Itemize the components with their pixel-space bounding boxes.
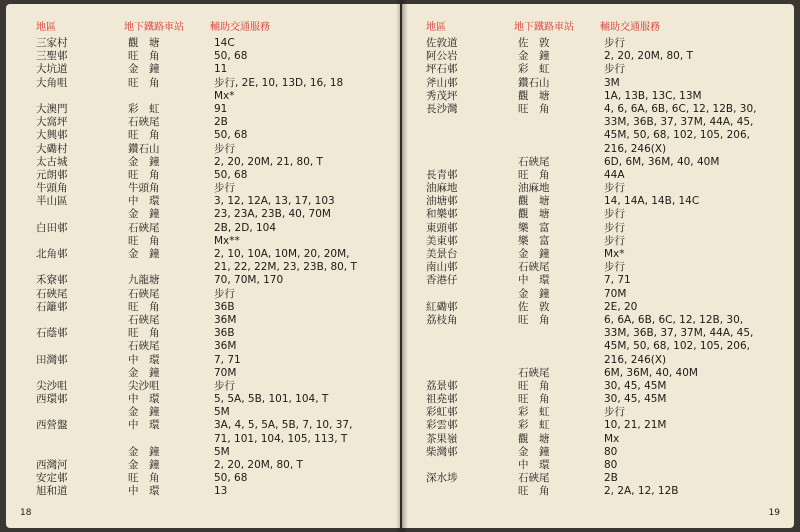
table-row <box>426 261 786 274</box>
table-row <box>36 367 396 380</box>
district-cell: 半山區 <box>36 195 68 208</box>
district-cell: 東頭邨 <box>426 221 458 234</box>
transport-cell: 30, 45, 45M <box>604 379 667 392</box>
transport-cell: 6M, 36M, 40, 40M <box>604 366 698 379</box>
district-cell: 石硤尾 <box>36 287 68 300</box>
table-row <box>426 472 786 485</box>
transport-cell: 21, 22, 22M, 23, 23B, 80, T <box>214 261 357 274</box>
transport-cell: 36B <box>214 327 235 340</box>
district-cell: 阿公岩 <box>426 50 458 63</box>
table-row <box>426 116 786 129</box>
transport-cell: 5M <box>214 406 230 419</box>
table-row <box>36 393 396 406</box>
transport-cell: 2B <box>214 116 228 129</box>
transport-cell: 3M <box>604 76 620 89</box>
station-cell: 旺 角 <box>128 129 160 142</box>
transport-cell: 50, 68 <box>214 50 248 63</box>
table-row <box>36 156 396 169</box>
transport-cell: 步行 <box>214 287 235 300</box>
table-row <box>36 208 396 221</box>
station-cell: 旺 角 <box>128 234 160 247</box>
table-row <box>36 37 396 50</box>
left-page <box>6 4 400 528</box>
station-cell: 彩 虹 <box>518 419 550 432</box>
station-cell: 尖沙咀 <box>128 379 160 392</box>
table-row <box>36 248 396 261</box>
transport-cell: 13 <box>214 485 228 498</box>
station-cell: 旺 角 <box>518 379 550 392</box>
station-cell: 鑽石山 <box>518 76 550 89</box>
transport-cell: 2, 20, 20M, 80, T <box>214 459 303 471</box>
station-cell: 石硤尾 <box>518 155 550 168</box>
station-cell: 觀 塘 <box>128 37 160 49</box>
transport-cell: 3, 12, 12A, 13, 17, 103 <box>214 195 335 208</box>
table-row <box>426 288 786 301</box>
district-cell: 油塘邨 <box>426 195 458 208</box>
table-row <box>36 380 396 393</box>
district-cell: 南山邨 <box>426 261 458 274</box>
transport-cell: 45M, 50, 68, 102, 105, 206, <box>604 340 750 353</box>
station-cell: 金 鐘 <box>128 445 160 458</box>
transport-cell: 2B <box>604 472 618 485</box>
district-cell: 北角邨 <box>36 248 68 260</box>
district-cell: 深水埗 <box>426 472 458 485</box>
transport-cell: Mx <box>604 432 620 445</box>
station-cell: 樂 富 <box>518 221 550 234</box>
station-cell: 觀 塘 <box>518 195 550 208</box>
table-row <box>426 156 786 169</box>
transport-cell: 91 <box>214 102 228 115</box>
station-cell: 彩 虹 <box>518 63 550 76</box>
table-row <box>426 459 786 472</box>
district-cell: 美東邨 <box>426 234 458 247</box>
transport-cell: 5M <box>214 445 230 458</box>
district-cell: 大坑道 <box>36 63 68 76</box>
header-transport: 輔助交通服務 <box>210 22 270 33</box>
district-cell: 彩雲邨 <box>426 419 458 432</box>
table-row <box>36 129 396 142</box>
header-district: 地區 <box>426 22 446 33</box>
transport-cell: 4, 6, 6A, 6B, 6C, 12, 12B, 30, <box>604 102 757 115</box>
table-row <box>36 419 396 432</box>
table-row <box>36 472 396 485</box>
district-cell: 大磡村 <box>36 142 68 155</box>
station-cell: 彩 虹 <box>518 406 550 419</box>
table-row <box>426 393 786 406</box>
transport-cell: 步行 <box>604 182 625 195</box>
table-row <box>36 222 396 235</box>
transport-cell: 5, 5A, 5B, 101, 104, T <box>214 393 329 406</box>
table-row <box>426 354 786 367</box>
table-row <box>36 169 396 182</box>
table-row <box>426 235 786 248</box>
transport-cell: 步行 <box>214 182 235 195</box>
station-cell: 石硤尾 <box>128 116 160 129</box>
district-cell: 彩虹邨 <box>426 406 458 419</box>
transport-cell: 步行 <box>604 221 625 234</box>
station-cell: 旺 角 <box>128 76 160 89</box>
district-cell: 柴灣邨 <box>426 445 458 458</box>
table-row <box>426 380 786 393</box>
transport-cell: 步行 <box>604 261 625 274</box>
district-cell: 田灣邨 <box>36 353 68 366</box>
header-transport: 輔助交通服務 <box>600 22 660 33</box>
district-cell: 大興邨 <box>36 129 68 142</box>
table-row <box>426 406 786 419</box>
station-cell: 中 環 <box>128 419 160 432</box>
transport-cell: 7, 71 <box>214 353 241 366</box>
transport-cell: 步行, 2E, 10, 13D, 16, 18 <box>214 76 344 89</box>
station-cell: 鑽石山 <box>128 142 160 155</box>
district-cell: 秀茂坪 <box>426 89 458 102</box>
transport-cell: 80 <box>604 445 618 458</box>
table-row <box>36 433 396 446</box>
table-row <box>426 327 786 340</box>
table-row <box>426 63 786 76</box>
table-row <box>36 446 396 459</box>
station-cell: 觀 塘 <box>518 89 550 102</box>
table-row <box>426 37 786 50</box>
station-cell: 樂 富 <box>518 234 550 247</box>
transport-cell: 步行 <box>604 63 625 76</box>
station-cell: 金 鐘 <box>128 248 160 260</box>
station-cell: 九龍塘 <box>128 274 160 287</box>
station-cell: 牛頭角 <box>128 182 160 195</box>
station-cell: 石硤尾 <box>128 340 160 353</box>
transport-cell: 36M <box>214 340 237 353</box>
table-row <box>426 208 786 221</box>
table-row <box>426 314 786 327</box>
district-cell: 西灣河 <box>36 459 68 471</box>
table-row <box>36 90 396 103</box>
station-cell: 金 鐘 <box>518 445 550 458</box>
district-cell: 斧山邨 <box>426 76 458 89</box>
transport-cell: Mx* <box>214 89 235 102</box>
transport-cell: Mx* <box>604 248 625 260</box>
transport-cell: 50, 68 <box>214 472 248 485</box>
transport-cell: 14C <box>214 37 235 49</box>
station-cell: 油麻地 <box>518 182 550 195</box>
page-number-right: 19 <box>768 508 780 518</box>
district-cell: 石籬邨 <box>36 300 68 313</box>
station-cell: 金 鐘 <box>128 63 160 76</box>
table-row <box>426 129 786 142</box>
table-row <box>36 274 396 287</box>
transport-cell: Mx** <box>214 234 240 247</box>
station-cell: 中 環 <box>518 274 550 287</box>
table-row <box>36 301 396 314</box>
station-cell: 石硤尾 <box>518 472 550 485</box>
table-row <box>426 485 786 498</box>
header-district: 地區 <box>36 22 56 33</box>
transport-cell: 70M <box>604 287 627 300</box>
table-row <box>426 419 786 432</box>
table-row <box>36 406 396 419</box>
table-row <box>426 143 786 156</box>
table-row <box>426 77 786 90</box>
transport-cell: 步行 <box>214 379 235 392</box>
station-cell: 金 鐘 <box>128 366 160 379</box>
station-cell: 金 鐘 <box>128 406 160 419</box>
table-row <box>426 182 786 195</box>
station-cell: 旺 角 <box>128 168 160 181</box>
district-cell: 茶果嶺 <box>426 432 458 445</box>
district-cell: 牛頭角 <box>36 182 68 195</box>
station-cell: 旺 角 <box>128 327 160 340</box>
station-cell: 旺 角 <box>518 485 550 498</box>
station-cell: 觀 塘 <box>518 208 550 221</box>
district-cell: 禾寮邨 <box>36 274 68 287</box>
table-row <box>36 288 396 301</box>
station-cell: 金 鐘 <box>128 155 160 168</box>
table-row <box>36 261 396 274</box>
left-table <box>36 37 396 499</box>
right-page <box>402 4 794 528</box>
page-number-left: 18 <box>20 508 32 518</box>
table-row <box>426 50 786 63</box>
district-cell: 安定邨 <box>36 472 68 485</box>
table-row <box>426 446 786 459</box>
district-cell: 美景台 <box>426 248 458 260</box>
table-row <box>36 63 396 76</box>
transport-cell: 2, 2A, 12, 12B <box>604 485 679 498</box>
district-cell: 石蔭邨 <box>36 327 68 340</box>
district-cell: 香港仔 <box>426 274 458 287</box>
table-row <box>426 367 786 380</box>
table-row <box>426 248 786 261</box>
table-row <box>426 274 786 287</box>
district-cell: 荔枝角 <box>426 313 458 326</box>
district-cell: 三聖邨 <box>36 50 68 63</box>
transport-cell: 30, 45, 45M <box>604 393 667 406</box>
district-cell: 西環邨 <box>36 393 68 406</box>
table-row <box>36 485 396 498</box>
transport-cell: 步行 <box>604 37 625 49</box>
station-cell: 佐 敦 <box>518 300 550 313</box>
station-cell: 旺 角 <box>128 300 160 313</box>
district-cell: 大澳門 <box>36 102 68 115</box>
table-row <box>36 182 396 195</box>
transport-cell: 2, 10, 10A, 10M, 20, 20M, <box>214 248 350 260</box>
table-row <box>36 235 396 248</box>
table-row <box>426 222 786 235</box>
table-row <box>426 195 786 208</box>
table-row <box>36 103 396 116</box>
table-row <box>36 327 396 340</box>
station-cell: 旺 角 <box>518 393 550 406</box>
district-cell: 白田邨 <box>36 221 68 234</box>
transport-cell: 33M, 36B, 37, 37M, 44A, 45, <box>604 327 754 340</box>
table-row <box>36 195 396 208</box>
station-cell: 中 環 <box>518 459 550 471</box>
station-cell: 旺 角 <box>518 102 550 115</box>
station-cell: 中 環 <box>128 195 160 208</box>
table-row <box>36 50 396 63</box>
station-cell: 佐 敦 <box>518 37 550 49</box>
station-cell: 石硤尾 <box>518 261 550 274</box>
transport-cell: 步行 <box>604 406 625 419</box>
right-table <box>426 37 786 499</box>
table-row <box>426 90 786 103</box>
district-cell: 荔景邨 <box>426 379 458 392</box>
station-cell: 金 鐘 <box>518 248 550 260</box>
station-cell: 石硤尾 <box>518 366 550 379</box>
district-cell: 西營盤 <box>36 419 68 432</box>
transport-cell: 45M, 50, 68, 102, 105, 206, <box>604 129 750 142</box>
station-cell: 金 鐘 <box>128 208 160 221</box>
station-cell: 旺 角 <box>128 50 160 63</box>
district-cell: 長青邨 <box>426 168 458 181</box>
table-row <box>36 354 396 367</box>
district-cell: 大窩坪 <box>36 116 68 129</box>
table-row <box>36 314 396 327</box>
transport-cell: 50, 68 <box>214 129 248 142</box>
header-station: 地下鐵路車站 <box>124 22 184 33</box>
table-row <box>36 77 396 90</box>
transport-cell: 步行 <box>604 234 625 247</box>
district-cell: 尖沙咀 <box>36 379 68 392</box>
district-cell: 旭和道 <box>36 485 68 498</box>
table-row <box>426 433 786 446</box>
transport-cell: 216, 246(X) <box>604 353 667 366</box>
table-row <box>426 301 786 314</box>
station-cell: 旺 角 <box>518 313 550 326</box>
station-cell: 金 鐘 <box>518 50 550 63</box>
district-cell: 大角咀 <box>36 76 68 89</box>
book-gutter <box>396 0 408 532</box>
transport-cell: 7, 71 <box>604 274 631 287</box>
district-cell: 元朗邨 <box>36 168 68 181</box>
transport-cell: 6D, 6M, 36M, 40, 40M <box>604 155 720 168</box>
table-row <box>36 116 396 129</box>
table-row <box>36 340 396 353</box>
transport-cell: 10, 21, 21M <box>604 419 667 432</box>
table-row <box>36 459 396 472</box>
transport-cell: 2B, 2D, 104 <box>214 221 277 234</box>
transport-cell: 步行 <box>604 208 625 221</box>
transport-cell: 3A, 4, 5, 5A, 5B, 7, 10, 37, <box>214 419 353 432</box>
station-cell: 彩 虹 <box>128 102 160 115</box>
station-cell: 金 鐘 <box>128 459 160 471</box>
station-cell: 旺 角 <box>128 472 160 485</box>
table-row <box>36 143 396 156</box>
district-cell: 祖堯邨 <box>426 393 458 406</box>
station-cell: 中 環 <box>128 393 160 406</box>
transport-cell: 216, 246(X) <box>604 142 667 155</box>
station-cell: 石硤尾 <box>128 221 160 234</box>
transport-cell: 11 <box>214 63 228 76</box>
station-cell: 中 環 <box>128 353 160 366</box>
table-row <box>426 103 786 116</box>
district-cell: 太古城 <box>36 155 68 168</box>
transport-cell: 2E, 20 <box>604 300 638 313</box>
transport-cell: 36M <box>214 313 237 326</box>
transport-cell: 44A <box>604 168 625 181</box>
transport-cell: 1A, 13B, 13C, 13M <box>604 89 702 102</box>
transport-cell: 70M <box>214 366 237 379</box>
district-cell: 油麻地 <box>426 182 458 195</box>
district-cell: 長沙灣 <box>426 102 458 115</box>
transport-cell: 步行 <box>214 142 235 155</box>
station-cell: 金 鐘 <box>518 287 550 300</box>
district-cell: 和樂邨 <box>426 208 458 221</box>
district-cell: 紅磡邨 <box>426 300 458 313</box>
transport-cell: 80 <box>604 459 618 471</box>
station-cell: 石硤尾 <box>128 313 160 326</box>
header-station: 地下鐵路車站 <box>514 22 574 33</box>
transport-cell: 2, 20, 20M, 21, 80, T <box>214 155 323 168</box>
transport-cell: 23, 23A, 23B, 40, 70M <box>214 208 331 221</box>
station-cell: 旺 角 <box>518 168 550 181</box>
station-cell: 觀 塘 <box>518 432 550 445</box>
district-cell: 三家村 <box>36 37 68 49</box>
transport-cell: 36B <box>214 300 235 313</box>
table-row <box>426 169 786 182</box>
transport-cell: 70, 70M, 170 <box>214 274 284 287</box>
transport-cell: 71, 101, 104, 105, 113, T <box>214 432 348 445</box>
district-cell: 坪石邨 <box>426 63 458 76</box>
transport-cell: 6, 6A, 6B, 6C, 12, 12B, 30, <box>604 313 744 326</box>
transport-cell: 14, 14A, 14B, 14C <box>604 195 700 208</box>
transport-cell: 2, 20, 20M, 80, T <box>604 50 693 63</box>
transport-cell: 50, 68 <box>214 168 248 181</box>
station-cell: 石硤尾 <box>128 287 160 300</box>
table-row <box>426 340 786 353</box>
transport-cell: 33M, 36B, 37, 37M, 44A, 45, <box>604 116 754 129</box>
district-cell: 佐敦道 <box>426 37 458 49</box>
station-cell: 中 環 <box>128 485 160 498</box>
